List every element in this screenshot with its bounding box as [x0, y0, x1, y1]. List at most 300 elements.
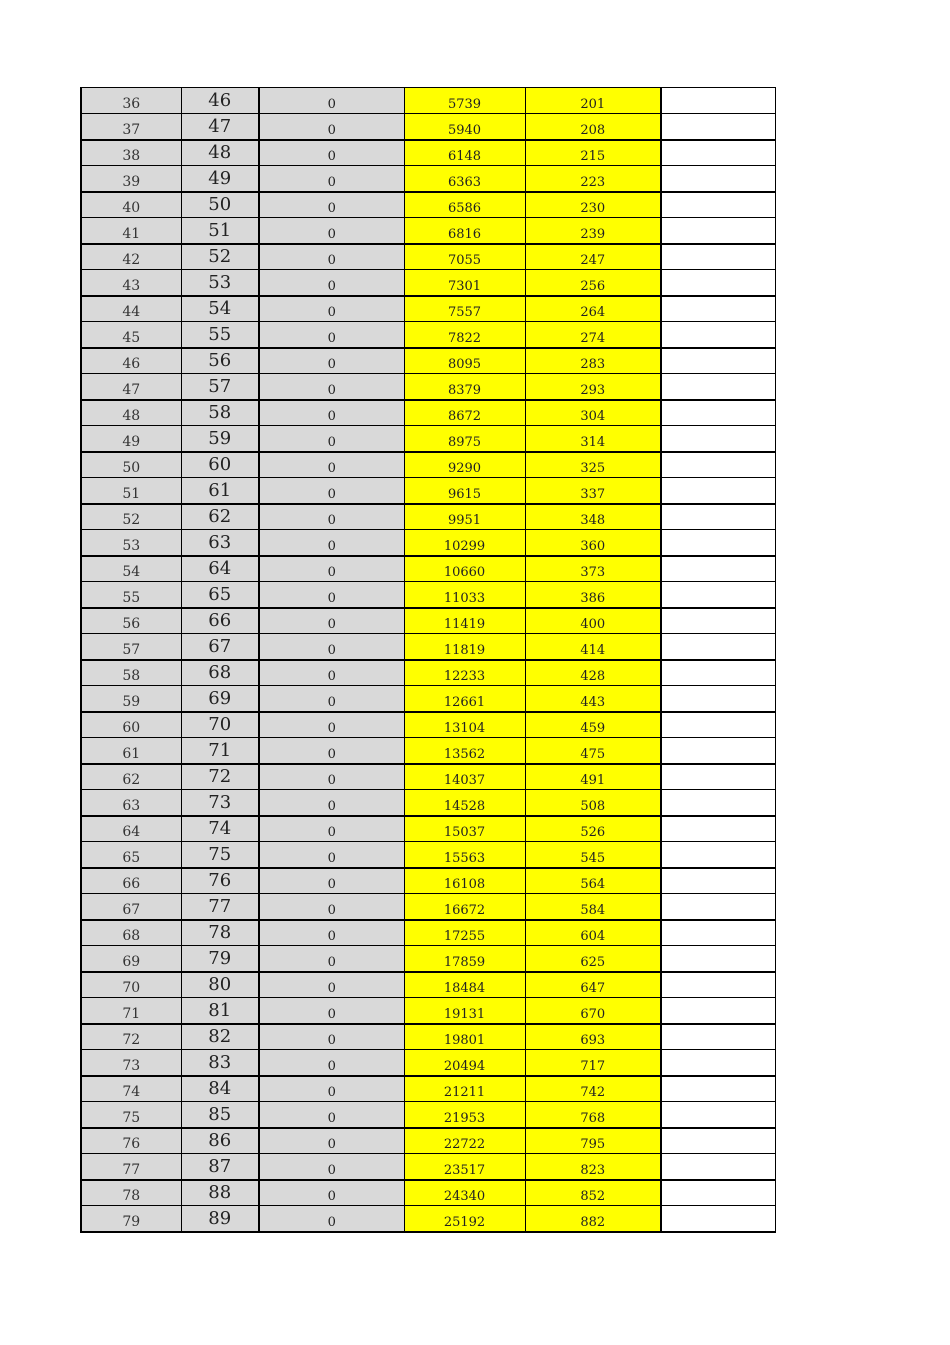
level-cell[interactable]: 54 — [181, 296, 259, 322]
level-cell[interactable]: 67 — [181, 634, 259, 660]
index-cell[interactable]: 49 — [81, 426, 181, 452]
rate-cell[interactable]: 201 — [525, 88, 661, 114]
zero-cell[interactable]: 0 — [259, 1206, 404, 1232]
value-cell[interactable]: 22722 — [404, 1128, 525, 1154]
index-cell[interactable]: 75 — [81, 1102, 181, 1128]
spreadsheet-table — [80, 87, 776, 1233]
zero-cell[interactable]: 0 — [259, 1076, 404, 1102]
value-cell[interactable]: 14037 — [404, 764, 525, 790]
table-row — [81, 296, 775, 322]
table-row — [81, 1024, 775, 1050]
value-cell[interactable]: 19801 — [404, 1024, 525, 1050]
index-cell[interactable]: 70 — [81, 972, 181, 998]
table-row — [81, 478, 775, 504]
zero-cell[interactable]: 0 — [259, 946, 404, 972]
rate-cell[interactable]: 337 — [525, 478, 661, 504]
zero-cell[interactable]: 0 — [259, 478, 404, 504]
blank-cell[interactable] — [661, 1206, 775, 1232]
value-cell[interactable]: 20494 — [404, 1050, 525, 1076]
table-row — [81, 374, 775, 400]
blank-cell[interactable] — [661, 166, 775, 192]
rate-cell[interactable]: 545 — [525, 842, 661, 868]
index-cell[interactable]: 61 — [81, 738, 181, 764]
blank-cell[interactable] — [661, 842, 775, 868]
index-cell[interactable]: 53 — [81, 530, 181, 556]
table-row — [81, 608, 775, 634]
level-cell[interactable]: 47 — [181, 114, 259, 140]
level-cell[interactable]: 53 — [181, 270, 259, 296]
index-cell[interactable]: 51 — [81, 478, 181, 504]
level-cell[interactable]: 78 — [181, 920, 259, 946]
value-cell[interactable]: 14528 — [404, 790, 525, 816]
blank-cell[interactable] — [661, 348, 775, 374]
blank-cell[interactable] — [661, 140, 775, 166]
blank-cell[interactable] — [661, 1128, 775, 1154]
value-cell[interactable]: 13104 — [404, 712, 525, 738]
rate-cell[interactable]: 304 — [525, 400, 661, 426]
table-row — [81, 114, 775, 140]
zero-cell[interactable]: 0 — [259, 790, 404, 816]
rate-cell[interactable]: 239 — [525, 218, 661, 244]
level-cell[interactable]: 48 — [181, 140, 259, 166]
table-row — [81, 894, 775, 920]
zero-cell[interactable]: 0 — [259, 1154, 404, 1180]
table-row — [81, 686, 775, 712]
table-row — [81, 1102, 775, 1128]
value-cell[interactable]: 8672 — [404, 400, 525, 426]
blank-cell[interactable] — [661, 192, 775, 218]
rate-cell[interactable]: 508 — [525, 790, 661, 816]
index-cell[interactable]: 54 — [81, 556, 181, 582]
blank-cell[interactable] — [661, 946, 775, 972]
blank-cell[interactable] — [661, 998, 775, 1024]
zero-cell[interactable]: 0 — [259, 998, 404, 1024]
zero-cell[interactable]: 0 — [259, 842, 404, 868]
zero-cell[interactable]: 0 — [259, 972, 404, 998]
value-cell[interactable]: 21211 — [404, 1076, 525, 1102]
level-cell[interactable]: 75 — [181, 842, 259, 868]
zero-cell[interactable]: 0 — [259, 920, 404, 946]
table-row — [81, 140, 775, 166]
index-cell[interactable]: 57 — [81, 634, 181, 660]
zero-cell[interactable]: 0 — [259, 192, 404, 218]
level-cell[interactable]: 73 — [181, 790, 259, 816]
index-cell[interactable]: 73 — [81, 1050, 181, 1076]
zero-cell[interactable]: 0 — [259, 582, 404, 608]
zero-cell[interactable]: 0 — [259, 530, 404, 556]
rate-cell[interactable]: 670 — [525, 998, 661, 1024]
zero-cell[interactable]: 0 — [259, 712, 404, 738]
blank-cell[interactable] — [661, 634, 775, 660]
zero-cell[interactable]: 0 — [259, 400, 404, 426]
table-row — [81, 790, 775, 816]
level-cell[interactable]: 52 — [181, 244, 259, 270]
rate-cell[interactable]: 823 — [525, 1154, 661, 1180]
value-cell[interactable]: 19131 — [404, 998, 525, 1024]
level-cell[interactable]: 46 — [181, 88, 259, 114]
index-cell[interactable]: 60 — [81, 712, 181, 738]
index-cell[interactable]: 74 — [81, 1076, 181, 1102]
index-cell[interactable]: 68 — [81, 920, 181, 946]
table-row — [81, 972, 775, 998]
level-cell[interactable]: 80 — [181, 972, 259, 998]
rate-cell[interactable]: 247 — [525, 244, 661, 270]
zero-cell[interactable]: 0 — [259, 452, 404, 478]
table-row — [81, 244, 775, 270]
blank-cell[interactable] — [661, 894, 775, 920]
level-cell[interactable]: 49 — [181, 166, 259, 192]
rate-cell[interactable]: 223 — [525, 166, 661, 192]
table-row — [81, 946, 775, 972]
table-row — [81, 764, 775, 790]
index-cell[interactable]: 77 — [81, 1154, 181, 1180]
value-cell[interactable]: 8975 — [404, 426, 525, 452]
value-cell[interactable]: 21953 — [404, 1102, 525, 1128]
value-cell[interactable]: 9290 — [404, 452, 525, 478]
level-cell[interactable]: 70 — [181, 712, 259, 738]
blank-cell[interactable] — [661, 88, 775, 114]
value-cell[interactable]: 15037 — [404, 816, 525, 842]
blank-cell[interactable] — [661, 452, 775, 478]
level-cell[interactable]: 71 — [181, 738, 259, 764]
zero-cell[interactable]: 0 — [259, 88, 404, 114]
index-cell[interactable]: 48 — [81, 400, 181, 426]
value-cell[interactable]: 6586 — [404, 192, 525, 218]
value-cell[interactable]: 8379 — [404, 374, 525, 400]
rate-cell[interactable]: 526 — [525, 816, 661, 842]
level-cell[interactable]: 88 — [181, 1180, 259, 1206]
rate-cell[interactable]: 274 — [525, 322, 661, 348]
rate-cell[interactable]: 882 — [525, 1206, 661, 1232]
zero-cell[interactable]: 0 — [259, 608, 404, 634]
blank-cell[interactable] — [661, 1076, 775, 1102]
level-cell[interactable]: 59 — [181, 426, 259, 452]
value-cell[interactable]: 25192 — [404, 1206, 525, 1232]
rate-cell[interactable]: 625 — [525, 946, 661, 972]
index-cell[interactable]: 47 — [81, 374, 181, 400]
zero-cell[interactable]: 0 — [259, 1180, 404, 1206]
value-cell[interactable]: 8095 — [404, 348, 525, 374]
level-cell[interactable]: 65 — [181, 582, 259, 608]
zero-cell[interactable]: 0 — [259, 1024, 404, 1050]
index-cell[interactable]: 38 — [81, 140, 181, 166]
blank-cell[interactable] — [661, 816, 775, 842]
index-cell[interactable]: 72 — [81, 1024, 181, 1050]
rate-cell[interactable]: 256 — [525, 270, 661, 296]
zero-cell[interactable]: 0 — [259, 114, 404, 140]
level-cell[interactable]: 69 — [181, 686, 259, 712]
index-cell[interactable]: 62 — [81, 764, 181, 790]
table-row — [81, 1076, 775, 1102]
index-cell[interactable]: 66 — [81, 868, 181, 894]
zero-cell[interactable]: 0 — [259, 894, 404, 920]
value-cell[interactable]: 16108 — [404, 868, 525, 894]
zero-cell[interactable]: 0 — [259, 426, 404, 452]
table-row — [81, 660, 775, 686]
blank-cell[interactable] — [661, 244, 775, 270]
level-cell[interactable]: 55 — [181, 322, 259, 348]
blank-cell[interactable] — [661, 556, 775, 582]
blank-cell[interactable] — [661, 764, 775, 790]
rate-cell[interactable]: 459 — [525, 712, 661, 738]
table-row — [81, 400, 775, 426]
rate-cell[interactable]: 768 — [525, 1102, 661, 1128]
rate-cell[interactable]: 360 — [525, 530, 661, 556]
level-cell[interactable]: 83 — [181, 1050, 259, 1076]
value-cell[interactable]: 9615 — [404, 478, 525, 504]
zero-cell[interactable]: 0 — [259, 816, 404, 842]
level-cell[interactable]: 84 — [181, 1076, 259, 1102]
level-cell[interactable]: 56 — [181, 348, 259, 374]
blank-cell[interactable] — [661, 608, 775, 634]
rate-cell[interactable]: 647 — [525, 972, 661, 998]
value-cell[interactable]: 7055 — [404, 244, 525, 270]
table-row — [81, 1180, 775, 1206]
table-row — [81, 1206, 775, 1232]
level-cell[interactable]: 64 — [181, 556, 259, 582]
level-cell[interactable]: 66 — [181, 608, 259, 634]
level-cell[interactable]: 89 — [181, 1206, 259, 1232]
zero-cell[interactable]: 0 — [259, 660, 404, 686]
level-cell[interactable]: 87 — [181, 1154, 259, 1180]
level-cell[interactable]: 63 — [181, 530, 259, 556]
blank-cell[interactable] — [661, 270, 775, 296]
zero-cell[interactable]: 0 — [259, 270, 404, 296]
rate-cell[interactable]: 400 — [525, 608, 661, 634]
blank-cell[interactable] — [661, 1154, 775, 1180]
value-cell[interactable]: 10299 — [404, 530, 525, 556]
index-cell[interactable]: 79 — [81, 1206, 181, 1232]
zero-cell[interactable]: 0 — [259, 348, 404, 374]
blank-cell[interactable] — [661, 1024, 775, 1050]
rate-cell[interactable]: 604 — [525, 920, 661, 946]
zero-cell[interactable]: 0 — [259, 322, 404, 348]
value-cell[interactable]: 7822 — [404, 322, 525, 348]
rate-cell[interactable]: 414 — [525, 634, 661, 660]
rate-cell[interactable]: 283 — [525, 348, 661, 374]
rate-cell[interactable]: 491 — [525, 764, 661, 790]
rate-cell[interactable]: 293 — [525, 374, 661, 400]
value-cell[interactable]: 15563 — [404, 842, 525, 868]
blank-cell[interactable] — [661, 322, 775, 348]
blank-cell[interactable] — [661, 400, 775, 426]
rate-cell[interactable]: 373 — [525, 556, 661, 582]
value-cell[interactable]: 9951 — [404, 504, 525, 530]
index-cell[interactable]: 37 — [81, 114, 181, 140]
blank-cell[interactable] — [661, 712, 775, 738]
zero-cell[interactable]: 0 — [259, 1050, 404, 1076]
zero-cell[interactable]: 0 — [259, 1102, 404, 1128]
level-cell[interactable]: 61 — [181, 478, 259, 504]
index-cell[interactable]: 64 — [81, 816, 181, 842]
zero-cell[interactable]: 0 — [259, 764, 404, 790]
table-row — [81, 556, 775, 582]
blank-cell[interactable] — [661, 426, 775, 452]
blank-cell[interactable] — [661, 296, 775, 322]
blank-cell[interactable] — [661, 374, 775, 400]
value-cell[interactable]: 17255 — [404, 920, 525, 946]
level-cell[interactable]: 85 — [181, 1102, 259, 1128]
value-cell[interactable]: 11033 — [404, 582, 525, 608]
zero-cell[interactable]: 0 — [259, 634, 404, 660]
index-cell[interactable]: 69 — [81, 946, 181, 972]
value-cell[interactable]: 17859 — [404, 946, 525, 972]
table-row — [81, 634, 775, 660]
rate-cell[interactable]: 386 — [525, 582, 661, 608]
zero-cell[interactable]: 0 — [259, 868, 404, 894]
zero-cell[interactable]: 0 — [259, 140, 404, 166]
table-row — [81, 920, 775, 946]
rate-cell[interactable]: 230 — [525, 192, 661, 218]
index-cell[interactable]: 55 — [81, 582, 181, 608]
index-cell[interactable]: 76 — [81, 1128, 181, 1154]
value-cell[interactable]: 13562 — [404, 738, 525, 764]
rate-cell[interactable]: 795 — [525, 1128, 661, 1154]
blank-cell[interactable] — [661, 582, 775, 608]
level-cell[interactable]: 82 — [181, 1024, 259, 1050]
index-cell[interactable]: 58 — [81, 660, 181, 686]
table-row — [81, 842, 775, 868]
table-row — [81, 88, 775, 114]
table-body — [81, 88, 775, 1232]
level-cell[interactable]: 79 — [181, 946, 259, 972]
rate-cell[interactable]: 264 — [525, 296, 661, 322]
index-cell[interactable]: 43 — [81, 270, 181, 296]
rate-cell[interactable]: 314 — [525, 426, 661, 452]
index-cell[interactable]: 50 — [81, 452, 181, 478]
zero-cell[interactable]: 0 — [259, 244, 404, 270]
value-cell[interactable]: 5940 — [404, 114, 525, 140]
value-cell[interactable]: 6148 — [404, 140, 525, 166]
zero-cell[interactable]: 0 — [259, 374, 404, 400]
rate-cell[interactable]: 693 — [525, 1024, 661, 1050]
rate-cell[interactable]: 428 — [525, 660, 661, 686]
rate-cell[interactable]: 717 — [525, 1050, 661, 1076]
index-cell[interactable]: 42 — [81, 244, 181, 270]
blank-cell[interactable] — [661, 686, 775, 712]
rate-cell[interactable]: 208 — [525, 114, 661, 140]
zero-cell[interactable]: 0 — [259, 1128, 404, 1154]
value-cell[interactable]: 10660 — [404, 556, 525, 582]
level-cell[interactable]: 57 — [181, 374, 259, 400]
index-cell[interactable]: 39 — [81, 166, 181, 192]
value-cell[interactable]: 18484 — [404, 972, 525, 998]
value-cell[interactable]: 11419 — [404, 608, 525, 634]
blank-cell[interactable] — [661, 1180, 775, 1206]
index-cell[interactable]: 44 — [81, 296, 181, 322]
zero-cell[interactable]: 0 — [259, 738, 404, 764]
value-cell[interactable]: 11819 — [404, 634, 525, 660]
level-cell[interactable]: 81 — [181, 998, 259, 1024]
level-cell[interactable]: 62 — [181, 504, 259, 530]
rate-cell[interactable]: 852 — [525, 1180, 661, 1206]
rate-cell[interactable]: 584 — [525, 894, 661, 920]
blank-cell[interactable] — [661, 738, 775, 764]
index-cell[interactable]: 65 — [81, 842, 181, 868]
zero-cell[interactable]: 0 — [259, 556, 404, 582]
rate-cell[interactable]: 475 — [525, 738, 661, 764]
rate-cell[interactable]: 215 — [525, 140, 661, 166]
level-cell[interactable]: 86 — [181, 1128, 259, 1154]
index-cell[interactable]: 63 — [81, 790, 181, 816]
value-cell[interactable]: 16672 — [404, 894, 525, 920]
value-cell[interactable]: 7557 — [404, 296, 525, 322]
level-cell[interactable]: 77 — [181, 894, 259, 920]
index-cell[interactable]: 52 — [81, 504, 181, 530]
table-row — [81, 1050, 775, 1076]
value-cell[interactable]: 12233 — [404, 660, 525, 686]
index-cell[interactable]: 45 — [81, 322, 181, 348]
level-cell[interactable]: 51 — [181, 218, 259, 244]
blank-cell[interactable] — [661, 530, 775, 556]
blank-cell[interactable] — [661, 504, 775, 530]
blank-cell[interactable] — [661, 920, 775, 946]
blank-cell[interactable] — [661, 660, 775, 686]
table-row — [81, 712, 775, 738]
value-cell[interactable]: 23517 — [404, 1154, 525, 1180]
index-cell[interactable]: 36 — [81, 88, 181, 114]
level-cell[interactable]: 74 — [181, 816, 259, 842]
index-cell[interactable]: 78 — [81, 1180, 181, 1206]
value-cell[interactable]: 24340 — [404, 1180, 525, 1206]
zero-cell[interactable]: 0 — [259, 686, 404, 712]
table-row — [81, 816, 775, 842]
blank-cell[interactable] — [661, 478, 775, 504]
table-row — [81, 582, 775, 608]
index-cell[interactable]: 71 — [81, 998, 181, 1024]
zero-cell[interactable]: 0 — [259, 296, 404, 322]
table-row — [81, 322, 775, 348]
blank-cell[interactable] — [661, 790, 775, 816]
index-cell[interactable]: 46 — [81, 348, 181, 374]
blank-cell[interactable] — [661, 114, 775, 140]
zero-cell[interactable]: 0 — [259, 218, 404, 244]
value-cell[interactable]: 5739 — [404, 88, 525, 114]
blank-cell[interactable] — [661, 1050, 775, 1076]
value-cell[interactable]: 12661 — [404, 686, 525, 712]
value-cell[interactable]: 6816 — [404, 218, 525, 244]
blank-cell[interactable] — [661, 972, 775, 998]
zero-cell[interactable]: 0 — [259, 166, 404, 192]
level-cell[interactable]: 58 — [181, 400, 259, 426]
level-cell[interactable]: 50 — [181, 192, 259, 218]
table-row — [81, 530, 775, 556]
index-cell[interactable]: 41 — [81, 218, 181, 244]
rate-cell[interactable]: 742 — [525, 1076, 661, 1102]
rate-cell[interactable]: 564 — [525, 868, 661, 894]
index-cell[interactable]: 67 — [81, 894, 181, 920]
zero-cell[interactable]: 0 — [259, 504, 404, 530]
level-cell[interactable]: 68 — [181, 660, 259, 686]
table-row — [81, 998, 775, 1024]
rate-cell[interactable]: 348 — [525, 504, 661, 530]
blank-cell[interactable] — [661, 868, 775, 894]
rate-cell[interactable]: 325 — [525, 452, 661, 478]
index-cell[interactable]: 56 — [81, 608, 181, 634]
index-cell[interactable]: 59 — [81, 686, 181, 712]
blank-cell[interactable] — [661, 218, 775, 244]
blank-cell[interactable] — [661, 1102, 775, 1128]
rate-cell[interactable]: 443 — [525, 686, 661, 712]
table-row — [81, 1154, 775, 1180]
table-row — [81, 452, 775, 478]
level-cell[interactable]: 72 — [181, 764, 259, 790]
level-cell[interactable]: 60 — [181, 452, 259, 478]
value-cell[interactable]: 6363 — [404, 166, 525, 192]
level-cell[interactable]: 76 — [181, 868, 259, 894]
index-cell[interactable]: 40 — [81, 192, 181, 218]
value-cell[interactable]: 7301 — [404, 270, 525, 296]
